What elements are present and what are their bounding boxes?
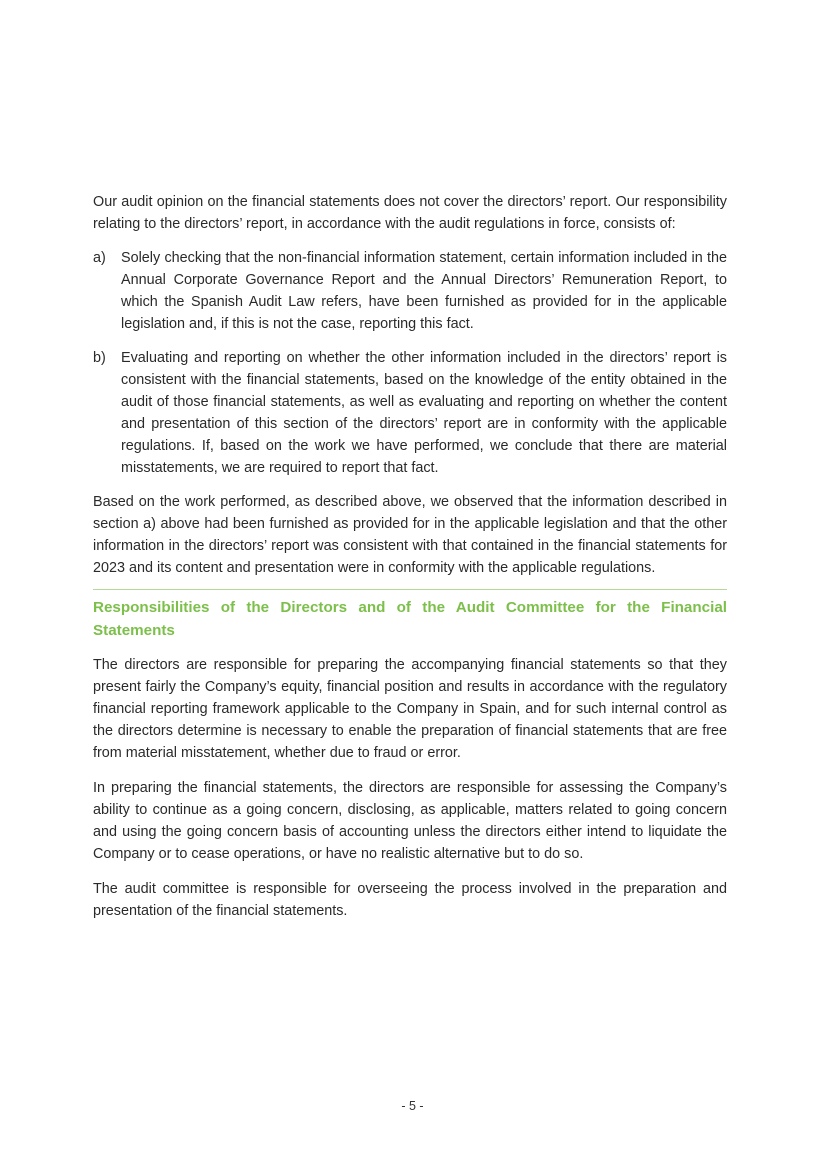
body-paragraph: In preparing the financial statements, the directors are responsible for assessing the Company’s ability to continue as a going concern, disclosing, as applicable, matters related to going concern and using the going concern basis of accounting unless the directors either intend to liquidate the Company or to cease operations, or have no realistic alternative but to do so.: [93, 780, 727, 862]
section-heading: Responsibilities of the Directors and of the Audit Committee for the Financial Statements: [93, 599, 727, 639]
list-item-a: [93, 247, 727, 335]
list-item-text: Solely checking that the non-financial information statement, certain information included in the Annual Corporate Governance Report and the Annual Directors’ Remuneration Report, to which the Spanish Audit Law refers, have been furnished as provided for in the applicable legislation and, if this is not the case, reporting this fact.: [121, 250, 727, 332]
page-number: - 5 -: [401, 1099, 424, 1113]
list-marker: a): [93, 250, 106, 266]
intro-paragraph: Our audit opinion on the financial statements does not cover the directors’ report. Our responsibility relating to the directors’ report, in accordance with the audit regulations in force, consists of:: [93, 194, 727, 232]
body-paragraph: The audit committee is responsible for overseeing the process involved in the preparation and presentation of the financial statements.: [93, 881, 727, 919]
page-content: [93, 191, 727, 935]
list-item-b: [93, 347, 727, 479]
body-paragraph: The directors are responsible for preparing the accompanying financial statements so that they present fairly the Company’s equity, financial position and results in accordance with the regulatory financial reporting framework applicable to the Company in Spain, and for such internal control as the directors determine is necessary to enable the preparation of financial statements that are free from material misstatement, whether due to fraud or error.: [93, 657, 727, 761]
conclusion-paragraph: Based on the work performed, as described above, we observed that the information described in section a) above had been furnished as provided for in the applicable legislation and that the other information in the directors’ report was consistent with that contained in the financial statements for 2023 and its content and presentation were in conformity with the applicable regulations.: [93, 494, 727, 576]
list-marker: b): [93, 350, 106, 366]
section-divider: [93, 589, 727, 590]
list-item-text: Evaluating and reporting on whether the other information included in the directors’ report is consistent with the financial statements, based on the knowledge of the entity obtained in the audit of those financial statements, as well as evaluating and reporting on whether the content and presentation of this section of the directors’ report are in conformity with the applicable regulations. If, based on the work we have performed, we conclude that there are material misstatements, we are required to report that fact.: [121, 350, 727, 476]
